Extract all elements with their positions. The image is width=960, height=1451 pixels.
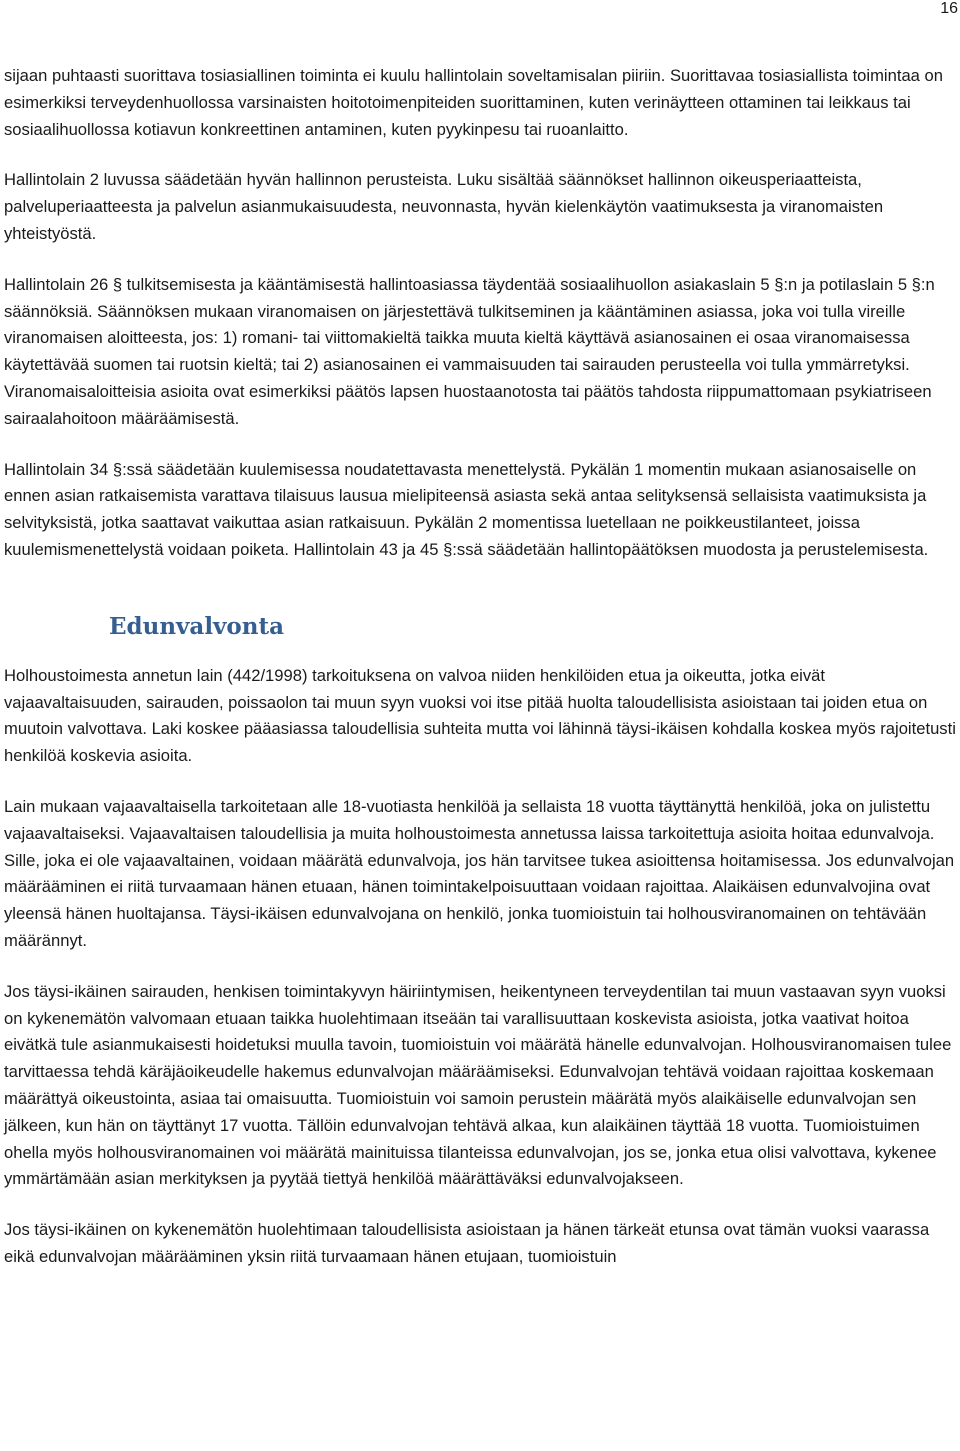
paragraph-incapacity: Lain mukaan vajaavaltaisella tarkoitetaan alle 18-vuotiasta henkilöä ja sellaista 18 vuotta täyttänyttä henkilöä, joka on julistettu vajaavaltaiseksi. Vajaavaltaisen taloudellisia ja muita holhoustoimesta annetussa laissa tarkoitettuja asioita hoitaa edunvalvoja. Sille, joka ei ole vajaavaltainen, voidaan määrätä edunvalvoja, jos hän tarvitsee tukea asioittensa hoitamisessa. Jos edunvalvojan määrääminen ei riitä turvaamaan hänen etuaan, hänen toimintakelpoisuuttaan voidaan rajoittaa. Alaikäisen edunvalvojina ovat yleensä hänen huoltajansa. Täysi-ikäisen edunvalvojana on henkilö, jonka tuomioistuin tai holhousviranomainen on tehtävään määrännyt. xyxy=(4,796,955,950)
paragraph-appointment: Jos täysi-ikäinen sairauden, henkisen toimintakyvyn häiriintymisen, heikentyneen terveydentilan tai muun vastaavan syyn vuoksi on kykenemätön valvomaan etuaan taikka huolehtimaan itseään tai varallisuuttaan koskevista asioista, jotka vaativat hoitoa eivätkä tule asianmukaisesti hoidetuksi muulla tavoin, tuomioistuin voi määrätä hänelle edunvalvojan. Holhousviranomaisen tulee tarvittaessa tehdä käräjäoikeudelle hakemus edunvalvojan määräämiseksi. Edunvalvojan tehtävä voidaan rajoittaa koskemaan määrättyä oikeustointa, asiaa tai omaisuutta. Tuomioistuin voi samoin perustein määrätä myös alaikäiselle edunvalvojan sen jälkeen, kun hän on täyttänyt 17 vuotta. Tällöin edunvalvojan tehtävä alkaa, kun alaikäinen täyttää 18 vuotta. Tuomioistuimen ohella myös holhousviranomainen voi määrätä mainituissa tilanteissa edunvalvojan, jos se, jonka etua olisi valvottava, kykenee ymmärtämään asian merkityksen ja pyytää tiettyä henkilöä määrättäväksi edunvalvojakseen. xyxy=(4,981,952,1189)
paragraph-interpretation-translation: Hallintolain 26 § tulkitsemisesta ja kääntämisestä hallintoasiassa täydentää sosiaalihuollon asiakaslain 5 §:n ja potilaslain 5 §:n säännöksiä. Säännöksen mukaan viranomaisen on järjestettävä tulkitseminen ja kääntäminen asiassa, joka voi tulla vireille viranomaisen aloitteesta, jos: 1) romani- tai viittomakieltä taikka muuta kieltä käyttävä asianosainen ei osaa viranomaisessa käytettävää suomen tai ruotsin kieltä; tai 2) asianosainen ei vammaisuuden tai sairauden perusteella voi tulla ymmärretyksi. Viranomaisaloitteisia asioita ovat esimerkiksi päätös lapsen huostaanotosta tai päätös tahdosta riippumattomaan psykiatriseen sairaalahoitoon määräämisestä. xyxy=(4,274,935,428)
paragraph-hearing-procedure: Hallintolain 34 §:ssä säädetään kuulemisessa noudatettavasta menettelystä. Pykälän 1 momentin mukaan asianosaiselle on ennen asian ratkaisemista varattava tilaisuus lausua mielipiteensä asiasta sekä antaa selityksensä sellaisista vaatimuksista ja selvityksistä, jotka saattavat vaikuttaa asian ratkaisuun. Pykälän 2 momentissa luetellaan ne poikkeustilanteet, joissa kuulemismenettelystä voidaan poiketa. Hallintolain 43 ja 45 §:ssä säädetään hallintopäätöksen muodosta ja perustelemisesta. xyxy=(4,459,929,559)
paragraph-restriction: Jos täysi-ikäinen on kykenemätön huolehtimaan taloudellisista asioistaan ja hänen tärkeät etunsa ovat tämän vuoksi vaarassa eikä edunvalvojan määrääminen yksin riitä turvaamaan hänen etujaan, tuomioistuin xyxy=(4,1220,930,1266)
section-heading: Edunvalvonta xyxy=(109,612,285,640)
paragraph-administrative-scope: sijaan puhtaasti suorittava tosiasiallinen toiminta ei kuulu hallintolain soveltamisalan piiriin. Suorittavaa tosiasiallista toimintaa on esimerkiksi terveydenhuollossa varsinaisten hoitotoimenpiteiden suorittaminen, kuten verinäytteen ottaminen tai leikkaus tai sosiaalihuollossa kotiavun konkreettinen antaminen, kuten pyykinpesu tai ruoanlaitto. xyxy=(4,66,943,139)
paragraph-good-governance: Hallintolain 2 luvussa säädetään hyvän hallinnon perusteista. Luku sisältää säännökset hallinnon oikeusperiaatteista, palveluperiaatteesta ja palvelun asianmukaisuudesta, neuvonnasta, hyvän kielenkäytön vaatimuksesta ja viranomaisten yhteistyöstä. xyxy=(4,170,884,243)
page-number: 16 xyxy=(940,0,958,17)
paragraph-guardianship-law: Holhoustoimesta annetun lain (442/1998) tarkoituksena on valvoa niiden henkilöiden etua ja oikeutta, jotka eivät vajaavaltaisuuden, sairauden, poissaolon tai muun syyn vuoksi voi itse pitää huolta taloudellisista asioistaan tai joiden etua on muutoin valvottava. Laki koskee pääasiassa taloudellisia suhteita mutta voi lähinnä täysi-ikäisen kohdalla koskea myös rajoitetusti henkilöä koskevia asioita. xyxy=(4,665,956,766)
document-body xyxy=(4,63,958,1271)
